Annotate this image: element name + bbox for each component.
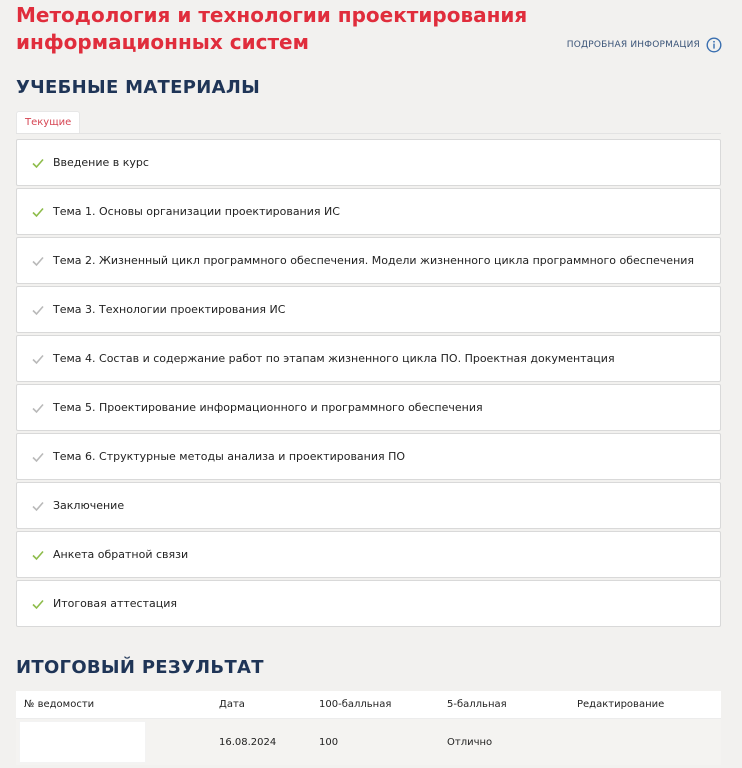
cell-sheet-number	[16, 719, 211, 766]
check-icon	[31, 304, 45, 316]
column-header-date: Дата	[211, 691, 311, 719]
more-info-label: ПОДРОБНАЯ ИНФОРМАЦИЯ	[566, 40, 700, 50]
check-icon	[31, 402, 45, 414]
check-icon	[31, 206, 45, 218]
check-icon	[31, 157, 45, 169]
column-header-score5: 5-балльная	[439, 691, 569, 719]
material-item-topic-3[interactable]	[16, 286, 721, 333]
table-row	[16, 719, 721, 766]
material-label: Тема 4. Состав и содержание работ по этапам жизненного цикла ПО. Проектная документация	[53, 351, 615, 365]
material-item-topic-6[interactable]	[16, 433, 721, 480]
material-label: Тема 2. Жизненный цикл программного обеспечения. Модели жизненного цикла программного обеспечения	[53, 253, 695, 267]
material-item-feedback[interactable]	[16, 531, 721, 578]
column-header-score100: 100-балльная	[311, 691, 439, 719]
more-info-link[interactable]	[567, 37, 722, 53]
materials-heading: УЧЕБНЫЕ МАТЕРИАЛЫ	[16, 77, 261, 98]
material-item-topic-1[interactable]	[16, 188, 721, 235]
check-icon	[31, 500, 45, 512]
material-label: Заключение	[53, 498, 125, 512]
check-icon	[31, 255, 45, 267]
material-label: Итоговая аттестация	[53, 596, 177, 610]
check-icon	[31, 549, 45, 561]
materials-list	[16, 139, 721, 629]
material-label: Анкета обратной связи	[53, 547, 189, 561]
material-label: Тема 1. Основы организации проектирования ИС	[53, 204, 340, 218]
tab-divider	[16, 133, 721, 134]
tab-current[interactable]: Текущие	[16, 111, 80, 134]
info-circle-icon	[706, 37, 722, 53]
table-header-row	[16, 691, 721, 719]
material-label: Введение в курс	[53, 155, 149, 169]
cell-score5: Отлично	[447, 736, 493, 748]
cell-date: 16.08.2024	[219, 736, 277, 748]
material-label: Тема 3. Технологии проектирования ИС	[53, 302, 286, 316]
material-label: Тема 5. Проектирование информационного и программного обеспечения	[53, 400, 483, 414]
sheet-number-value	[19, 721, 146, 763]
result-table	[16, 691, 721, 765]
material-item-topic-5[interactable]	[16, 384, 721, 431]
cell-score100: 100	[319, 736, 339, 748]
course-title: Методология и технологии проектирования информационных систем	[16, 3, 528, 54]
material-item-conclusion[interactable]	[16, 482, 721, 529]
cell-edit	[569, 719, 721, 766]
material-item-topic-2[interactable]	[16, 237, 721, 284]
column-header-edit: Редактирование	[569, 691, 721, 719]
material-label: Тема 6. Структурные методы анализа и проектирования ПО	[53, 449, 406, 463]
column-header-sheet: № ведомости	[16, 691, 211, 719]
check-icon	[31, 353, 45, 365]
check-icon	[31, 598, 45, 610]
result-heading: ИТОГОВЫЙ РЕЗУЛЬТАТ	[16, 657, 264, 678]
material-item-intro[interactable]	[16, 139, 721, 186]
material-item-final-attestation[interactable]	[16, 580, 721, 627]
material-item-topic-4[interactable]	[16, 335, 721, 382]
check-icon	[31, 451, 45, 463]
